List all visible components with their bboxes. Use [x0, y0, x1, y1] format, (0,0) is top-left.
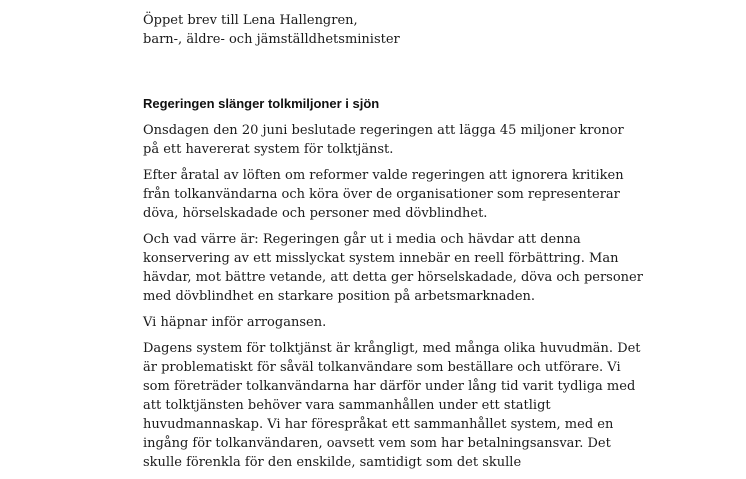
address-block — [143, 11, 643, 49]
letter-heading: Regeringen slänger tolkmiljoner i sjön — [143, 96, 380, 111]
letter-body — [143, 11, 643, 479]
address-line-title: barn-, äldre- och jämställdhetsminister — [143, 32, 400, 47]
address-line-recipient: Öppet brev till Lena Hallengren, — [143, 13, 358, 28]
paragraph-3: Och vad värre är: Regeringen går ut i media och hävdar att denna konservering av ett misslyckat system innebär en reell förbättring. Man hävdar, mot bättre vetande, att detta ger hörselskadade, döva och personer med dövblindhet en starkare position på arbetsmarknaden. — [143, 232, 643, 304]
paragraph-1: Onsdagen den 20 juni beslutade regeringen att lägga 45 miljoner kronor på ett havererat system för tolktjänst. — [143, 123, 624, 157]
paragraph-2: Efter åratal av löften om reformer valde regeringen att ignorera kritiken från tolkanvändarna och köra över de organisationer som representerar döva, hörselskadade och personer med dövblindhet. — [143, 168, 624, 221]
paragraph-5: Dagens system för tolktjänst är krångligt, med många olika huvudmän. Det är problematiskt för såväl tolkanvändare som beställare och utförare. Vi som företräder tolkanvändarna har därför under lång tid varit tydliga med att tolktjänsten behöver vara sammanhållen under ett statligt huvudmannaskap. Vi har förespråkat ett sammanhållet system, med en ingång för tolkanvändaren, oavsett vem som har betalningsansvar. Det skulle förenkla för den enskilde, samtidigt som det skulle — [143, 341, 641, 470]
paragraph-4: Vi häpnar inför arrogansen. — [143, 315, 327, 330]
